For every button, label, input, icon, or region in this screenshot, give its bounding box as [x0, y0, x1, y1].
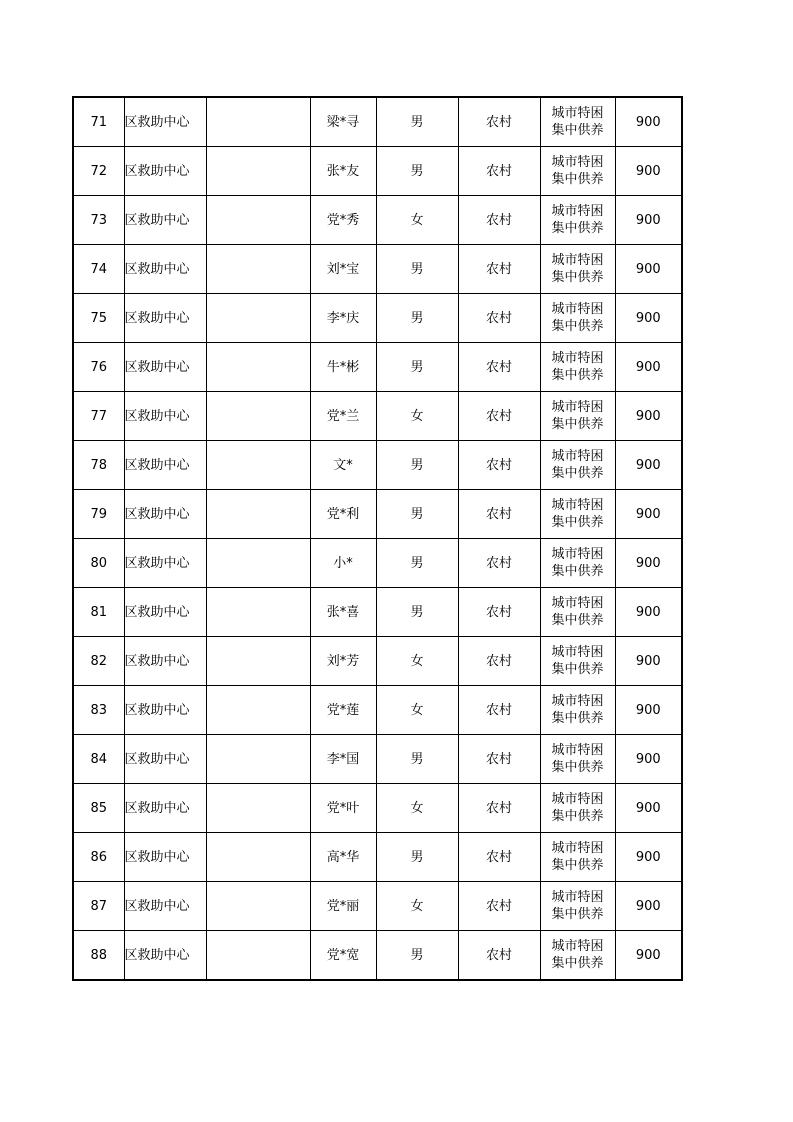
- table-row: [73, 343, 682, 392]
- cell-name: 党*秀: [310, 196, 376, 245]
- cell-unit: 区救助中心: [124, 882, 206, 931]
- cell-blank: [206, 931, 310, 981]
- cell-gender: 男: [376, 343, 458, 392]
- cell-amount: 900: [615, 294, 682, 343]
- cell-amount: 900: [615, 735, 682, 784]
- cell-residence-type: 农村: [458, 637, 540, 686]
- cell-blank: [206, 97, 310, 147]
- table-row: [73, 294, 682, 343]
- table-row: [73, 735, 682, 784]
- cell-residence-type: 农村: [458, 294, 540, 343]
- cell-assistance-type: [540, 97, 615, 147]
- cell-assistance-type: [540, 392, 615, 441]
- cell-residence-type: 农村: [458, 735, 540, 784]
- cell-unit: 区救助中心: [124, 735, 206, 784]
- cell-amount: 900: [615, 245, 682, 294]
- assistance-type-line-2: 集中供养: [551, 711, 604, 726]
- assistance-type-line-1: 城市特困: [551, 106, 604, 121]
- cell-unit: 区救助中心: [124, 392, 206, 441]
- assistance-type-line-2: 集中供养: [551, 662, 604, 677]
- cell-blank: [206, 147, 310, 196]
- cell-name: 文*: [310, 441, 376, 490]
- cell-gender: 男: [376, 490, 458, 539]
- cell-assistance-type: [540, 147, 615, 196]
- table-row: [73, 392, 682, 441]
- cell-name: 张*喜: [310, 588, 376, 637]
- assistance-type-line-1: 城市特困: [551, 204, 604, 219]
- cell-gender: 女: [376, 882, 458, 931]
- cell-serial-number: 82: [73, 637, 124, 686]
- cell-residence-type: 农村: [458, 245, 540, 294]
- assistance-type-line-1: 城市特困: [551, 155, 604, 170]
- beneficiary-table: [72, 96, 683, 981]
- table-row: [73, 882, 682, 931]
- cell-unit: 区救助中心: [124, 784, 206, 833]
- assistance-type-line-1: 城市特困: [551, 498, 604, 513]
- assistance-type-line-1: 城市特困: [551, 351, 604, 366]
- cell-gender: 男: [376, 833, 458, 882]
- cell-gender: 女: [376, 686, 458, 735]
- cell-name: 高*华: [310, 833, 376, 882]
- cell-gender: 男: [376, 539, 458, 588]
- cell-serial-number: 84: [73, 735, 124, 784]
- cell-assistance-type: [540, 343, 615, 392]
- table-row: [73, 245, 682, 294]
- cell-residence-type: 农村: [458, 686, 540, 735]
- cell-assistance-type: [540, 196, 615, 245]
- assistance-type-line-1: 城市特困: [551, 547, 604, 562]
- assistance-type-line-1: 城市特困: [551, 792, 604, 807]
- assistance-type-line-1: 城市特困: [551, 645, 604, 660]
- cell-amount: 900: [615, 441, 682, 490]
- cell-residence-type: 农村: [458, 882, 540, 931]
- assistance-type-line-2: 集中供养: [551, 564, 604, 579]
- cell-gender: 女: [376, 196, 458, 245]
- cell-residence-type: 农村: [458, 784, 540, 833]
- cell-residence-type: 农村: [458, 441, 540, 490]
- table-row: [73, 147, 682, 196]
- assistance-type-line-2: 集中供养: [551, 956, 604, 971]
- cell-gender: 男: [376, 294, 458, 343]
- table-row: [73, 686, 682, 735]
- cell-serial-number: 71: [73, 97, 124, 147]
- cell-serial-number: 73: [73, 196, 124, 245]
- cell-serial-number: 72: [73, 147, 124, 196]
- cell-assistance-type: [540, 294, 615, 343]
- assistance-type-line-1: 城市特困: [551, 253, 604, 268]
- cell-name: 刘*宝: [310, 245, 376, 294]
- cell-amount: 900: [615, 147, 682, 196]
- cell-blank: [206, 245, 310, 294]
- assistance-type-line-2: 集中供养: [551, 613, 604, 628]
- assistance-type-line-1: 城市特困: [551, 841, 604, 856]
- cell-serial-number: 81: [73, 588, 124, 637]
- cell-serial-number: 77: [73, 392, 124, 441]
- cell-serial-number: 79: [73, 490, 124, 539]
- cell-unit: 区救助中心: [124, 490, 206, 539]
- cell-unit: 区救助中心: [124, 539, 206, 588]
- assistance-type-line-2: 集中供养: [551, 760, 604, 775]
- cell-serial-number: 87: [73, 882, 124, 931]
- cell-name: 党*莲: [310, 686, 376, 735]
- cell-assistance-type: [540, 882, 615, 931]
- cell-serial-number: 88: [73, 931, 124, 981]
- cell-name: 党*叶: [310, 784, 376, 833]
- cell-gender: 男: [376, 735, 458, 784]
- cell-serial-number: 80: [73, 539, 124, 588]
- cell-unit: 区救助中心: [124, 588, 206, 637]
- cell-name: 李*国: [310, 735, 376, 784]
- assistance-type-line-2: 集中供养: [551, 466, 604, 481]
- cell-unit: 区救助中心: [124, 147, 206, 196]
- cell-name: 小*: [310, 539, 376, 588]
- cell-blank: [206, 343, 310, 392]
- assistance-type-line-2: 集中供养: [551, 270, 604, 285]
- cell-serial-number: 83: [73, 686, 124, 735]
- cell-amount: 900: [615, 784, 682, 833]
- cell-unit: 区救助中心: [124, 441, 206, 490]
- cell-serial-number: 78: [73, 441, 124, 490]
- cell-blank: [206, 490, 310, 539]
- table-row: [73, 97, 682, 147]
- cell-unit: 区救助中心: [124, 686, 206, 735]
- cell-unit: 区救助中心: [124, 343, 206, 392]
- cell-residence-type: 农村: [458, 147, 540, 196]
- cell-name: 党*兰: [310, 392, 376, 441]
- cell-assistance-type: [540, 784, 615, 833]
- cell-name: 党*利: [310, 490, 376, 539]
- cell-assistance-type: [540, 833, 615, 882]
- table-row: [73, 196, 682, 245]
- assistance-type-line-1: 城市特困: [551, 596, 604, 611]
- assistance-type-line-1: 城市特困: [551, 694, 604, 709]
- table-row: [73, 637, 682, 686]
- assistance-type-line-1: 城市特困: [551, 400, 604, 415]
- table-row: [73, 441, 682, 490]
- cell-residence-type: 农村: [458, 931, 540, 981]
- cell-unit: 区救助中心: [124, 637, 206, 686]
- assistance-type-line-1: 城市特困: [551, 890, 604, 905]
- assistance-type-line-2: 集中供养: [551, 319, 604, 334]
- cell-residence-type: 农村: [458, 539, 540, 588]
- cell-blank: [206, 882, 310, 931]
- cell-blank: [206, 637, 310, 686]
- cell-blank: [206, 392, 310, 441]
- cell-assistance-type: [540, 539, 615, 588]
- cell-blank: [206, 588, 310, 637]
- cell-name: 牛*彬: [310, 343, 376, 392]
- cell-name: 党*宽: [310, 931, 376, 981]
- cell-assistance-type: [540, 588, 615, 637]
- cell-assistance-type: [540, 931, 615, 981]
- cell-gender: 男: [376, 147, 458, 196]
- table-row: [73, 490, 682, 539]
- cell-assistance-type: [540, 735, 615, 784]
- cell-amount: 900: [615, 588, 682, 637]
- cell-blank: [206, 784, 310, 833]
- cell-gender: 男: [376, 97, 458, 147]
- cell-amount: 900: [615, 882, 682, 931]
- cell-name: 李*庆: [310, 294, 376, 343]
- assistance-type-line-1: 城市特困: [551, 302, 604, 317]
- cell-amount: 900: [615, 833, 682, 882]
- cell-assistance-type: [540, 637, 615, 686]
- cell-assistance-type: [540, 490, 615, 539]
- cell-gender: 男: [376, 588, 458, 637]
- cell-amount: 900: [615, 686, 682, 735]
- table-row: [73, 784, 682, 833]
- table-body: [73, 97, 682, 980]
- cell-name: 党*丽: [310, 882, 376, 931]
- cell-residence-type: 农村: [458, 490, 540, 539]
- cell-unit: 区救助中心: [124, 97, 206, 147]
- cell-name: 梁*寻: [310, 97, 376, 147]
- table-row: [73, 588, 682, 637]
- cell-assistance-type: [540, 441, 615, 490]
- assistance-type-line-1: 城市特困: [551, 939, 604, 954]
- cell-blank: [206, 294, 310, 343]
- assistance-type-line-2: 集中供养: [551, 809, 604, 824]
- cell-assistance-type: [540, 686, 615, 735]
- cell-blank: [206, 686, 310, 735]
- assistance-type-line-2: 集中供养: [551, 907, 604, 922]
- cell-unit: 区救助中心: [124, 294, 206, 343]
- cell-serial-number: 86: [73, 833, 124, 882]
- cell-serial-number: 74: [73, 245, 124, 294]
- cell-serial-number: 76: [73, 343, 124, 392]
- cell-gender: 女: [376, 784, 458, 833]
- cell-gender: 女: [376, 637, 458, 686]
- cell-blank: [206, 833, 310, 882]
- cell-residence-type: 农村: [458, 97, 540, 147]
- assistance-type-line-2: 集中供养: [551, 858, 604, 873]
- cell-residence-type: 农村: [458, 392, 540, 441]
- cell-residence-type: 农村: [458, 588, 540, 637]
- cell-blank: [206, 539, 310, 588]
- cell-gender: 男: [376, 441, 458, 490]
- cell-amount: 900: [615, 196, 682, 245]
- assistance-type-line-2: 集中供养: [551, 123, 604, 138]
- cell-amount: 900: [615, 343, 682, 392]
- assistance-type-line-2: 集中供养: [551, 417, 604, 432]
- assistance-type-line-2: 集中供养: [551, 515, 604, 530]
- assistance-type-line-1: 城市特困: [551, 449, 604, 464]
- cell-serial-number: 75: [73, 294, 124, 343]
- cell-assistance-type: [540, 245, 615, 294]
- cell-unit: 区救助中心: [124, 833, 206, 882]
- table-row: [73, 931, 682, 981]
- cell-residence-type: 农村: [458, 343, 540, 392]
- cell-gender: 男: [376, 245, 458, 294]
- cell-blank: [206, 441, 310, 490]
- assistance-type-line-2: 集中供养: [551, 221, 604, 236]
- cell-amount: 900: [615, 490, 682, 539]
- cell-gender: 男: [376, 931, 458, 981]
- assistance-type-line-2: 集中供养: [551, 368, 604, 383]
- cell-unit: 区救助中心: [124, 196, 206, 245]
- assistance-type-line-1: 城市特困: [551, 743, 604, 758]
- table-row: [73, 539, 682, 588]
- cell-serial-number: 85: [73, 784, 124, 833]
- cell-unit: 区救助中心: [124, 931, 206, 981]
- cell-amount: 900: [615, 97, 682, 147]
- cell-amount: 900: [615, 539, 682, 588]
- cell-blank: [206, 196, 310, 245]
- cell-gender: 女: [376, 392, 458, 441]
- cell-unit: 区救助中心: [124, 245, 206, 294]
- cell-residence-type: 农村: [458, 833, 540, 882]
- cell-residence-type: 农村: [458, 196, 540, 245]
- cell-amount: 900: [615, 637, 682, 686]
- cell-name: 张*友: [310, 147, 376, 196]
- cell-name: 刘*芳: [310, 637, 376, 686]
- assistance-type-line-2: 集中供养: [551, 172, 604, 187]
- cell-amount: 900: [615, 392, 682, 441]
- cell-amount: 900: [615, 931, 682, 981]
- cell-blank: [206, 735, 310, 784]
- table-row: [73, 833, 682, 882]
